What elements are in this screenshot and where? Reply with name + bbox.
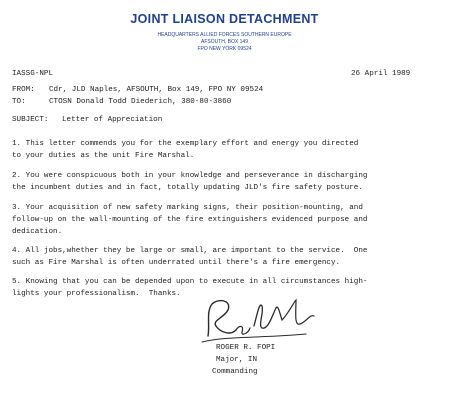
- handwritten-signature: [196, 296, 326, 348]
- paragraph-line: 4. All jobs,whether they be large or small, are important to the service. One: [12, 247, 368, 255]
- to-value: CTOSN Donald Todd Diederich, 380-80-3860: [49, 98, 232, 106]
- reference-code: IASSG-NPL: [12, 70, 54, 78]
- letterhead-line-fpo: FPO NEW YORK 09524: [197, 46, 252, 52]
- paragraph-line: 1. This letter commends you for the exemplary effort and energy you directed: [12, 140, 359, 148]
- paragraph-2: [12, 170, 367, 194]
- paragraph-1: [12, 138, 358, 162]
- paragraph-3: [12, 202, 367, 238]
- signer-title: Commanding: [212, 368, 258, 376]
- paragraph-line: 3. Your acquisition of new safety marking signs, their position-mounting, and: [12, 204, 363, 212]
- subject-value: Letter of Appreciation: [62, 116, 163, 124]
- signer-rank: Major, IN: [216, 356, 258, 364]
- paragraph-line: lights your professionalism. Thanks.: [12, 290, 181, 298]
- from-label: FROM:: [12, 86, 35, 94]
- paragraph-line: dedication.: [12, 228, 63, 236]
- letterhead-line-hq: HEADQUARTERS ALLIED FORCES SOUTHERN EUROPE: [157, 32, 292, 38]
- paragraph-line: follow-up on the wall-mounting of the fire extinguishers evidenced purpose and: [12, 216, 368, 224]
- subject-label: SUBJECT:: [12, 116, 49, 124]
- paragraph-4: [12, 245, 367, 269]
- letterhead-line-box: AFSOUTH, BOX 149: [201, 39, 248, 45]
- to-label: TO:: [12, 98, 26, 106]
- signer-name: ROGER R. FOPI: [216, 344, 276, 352]
- letter-date: 26 April 1989: [351, 70, 411, 78]
- paragraph-line: 5. Knowing that you can be depended upon to execute in all circumstances high-: [12, 278, 368, 286]
- from-value: Cdr, JLD Naples, AFSOUTH, Box 149, FPO NY 09524: [49, 86, 264, 94]
- letterhead-title: JOINT LIAISON DETACHMENT: [130, 12, 319, 26]
- paragraph-line: such as Fire Marshal is often underrated until there's a fire emergency.: [12, 259, 341, 267]
- paragraph-line: to your duties as the unit Fire Marshal.: [12, 152, 195, 160]
- paragraph-line: the incumbent duties and in fact, totally updating JLD's fire safety posture.: [12, 184, 363, 192]
- paragraph-line: 2. You were conspicuous both in your knowledge and perseverance in discharging: [12, 172, 368, 180]
